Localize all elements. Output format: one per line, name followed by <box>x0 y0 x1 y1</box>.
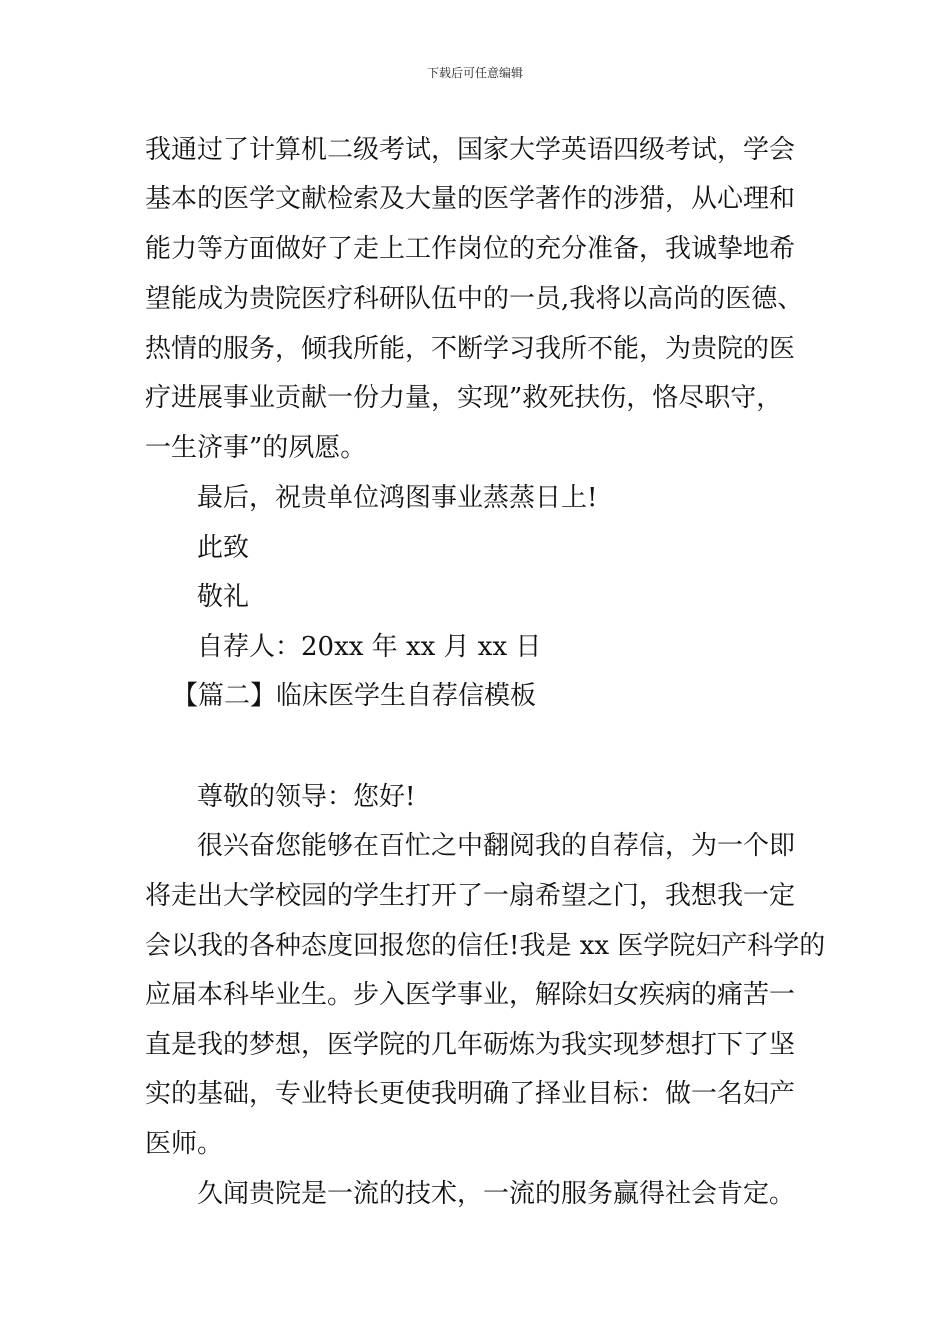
closing-salute: 此致 <box>197 533 250 563</box>
paragraph-line: 会以我的各种态度回报您的信任!我是 xx 医学院妇产科学的 <box>145 931 826 961</box>
paragraph-line: 一生济事”的夙愿。 <box>145 433 367 463</box>
signature: 自荐人：20xx 年 xx 月 xx 日 <box>197 632 542 662</box>
greeting: 尊敬的领导：您好! <box>197 782 416 812</box>
paragraph-line: 基本的医学文献检索及大量的医学著作的涉猎，从心理和 <box>145 184 796 214</box>
paragraph-line: 直是我的梦想，医学院的几年砺炼为我实现梦想打下了坚 <box>145 1030 796 1060</box>
paragraph-line: 将走出大学校园的学生打开了一扇希望之门，我想我一定 <box>145 881 796 911</box>
page-header: 下载后可任意编辑 <box>426 66 523 80</box>
paragraph-line: 热情的服务，倾我所能，不断学习我所不能，为贵院的医 <box>145 334 796 364</box>
section-title: 【篇二】临床医学生自荐信模板 <box>172 681 537 711</box>
paragraph-line: 医师。 <box>145 1129 224 1159</box>
paragraph-line: 能力等方面做好了走上工作岗位的充分准备，我诚挚地希 <box>145 234 796 264</box>
paragraph-line: 很兴奋您能够在百忙之中翻阅我的自荐信，为一个即 <box>197 831 796 861</box>
paragraph-line: 疗进展事业贡献一份力量，实现”救死扶伤，恪尽职守， <box>145 383 783 413</box>
paragraph-line: 我通过了计算机二级考试，国家大学英语四级考试，学会 <box>145 135 796 165</box>
paragraph-line: 实的基础，专业特长更使我明确了择业目标：做一名妇产 <box>145 1079 796 1109</box>
closing-salute: 敬礼 <box>197 582 250 612</box>
paragraph-line: 久闻贵院是一流的技术，一流的服务赢得社会肯定。 <box>197 1179 796 1209</box>
paragraph-line: 望能成为贵院医疗科研队伍中的一员,我将以高尚的医德、 <box>145 284 804 314</box>
paragraph-line: 应届本科毕业生。步入医学事业，解除妇女疾病的痛苦一 <box>145 980 796 1010</box>
closing-wish: 最后，祝贵单位鸿图事业蒸蒸日上! <box>197 483 598 513</box>
